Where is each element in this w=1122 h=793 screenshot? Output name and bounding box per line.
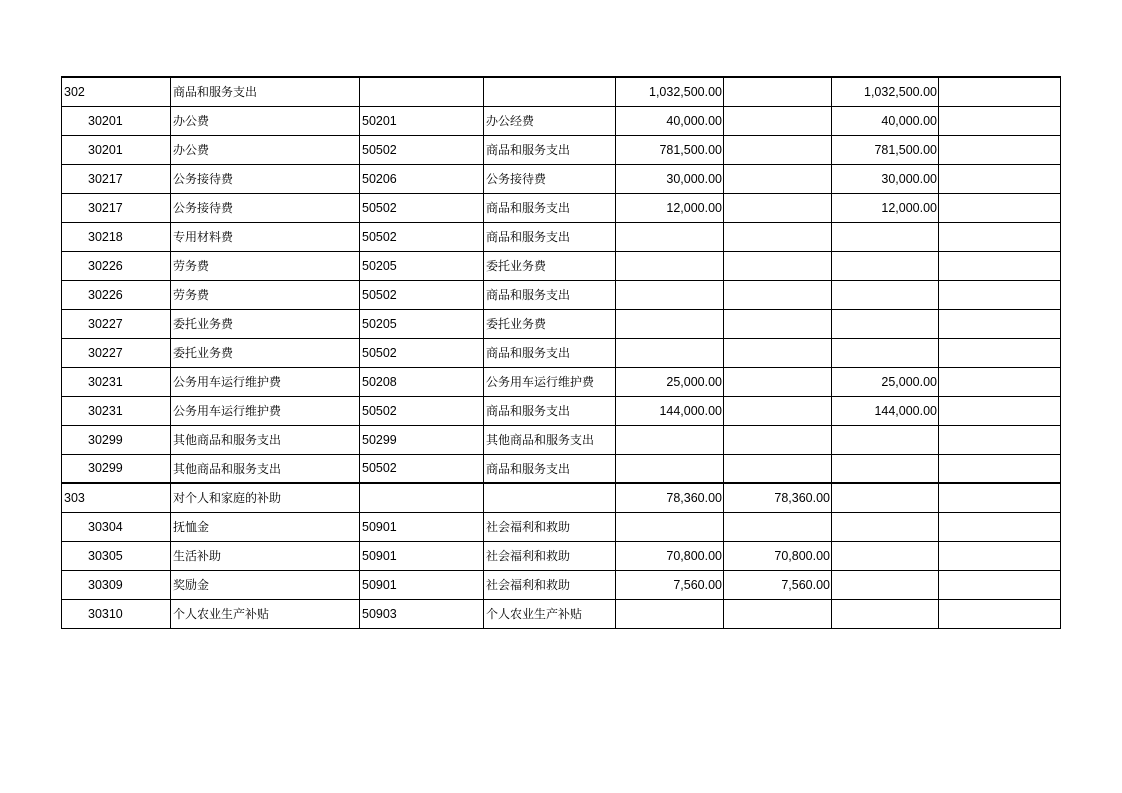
- other-amount-cell: [939, 77, 1061, 106]
- func-code-cell: 30227: [62, 309, 171, 338]
- table-row: [62, 338, 1061, 367]
- table-row: [62, 309, 1061, 338]
- table-row: [62, 570, 1061, 599]
- econ-name-cell: 委托业务费: [484, 251, 616, 280]
- econ-code-cell: 50502: [360, 396, 484, 425]
- func-code-cell: 30217: [62, 164, 171, 193]
- total-amount-cell: [616, 512, 724, 541]
- func-code-cell: 30305: [62, 541, 171, 570]
- total-amount-cell: [616, 454, 724, 483]
- table-row: [62, 541, 1061, 570]
- econ-code-cell: 50901: [360, 512, 484, 541]
- other-amount-cell: [939, 570, 1061, 599]
- func-code-cell: 303: [62, 483, 171, 512]
- func-name-cell: 个人农业生产补贴: [171, 599, 360, 628]
- func-name-cell: 抚恤金: [171, 512, 360, 541]
- econ-name-cell: 社会福利和救助: [484, 570, 616, 599]
- econ-code-cell: 50205: [360, 251, 484, 280]
- basic-amount-cell: [724, 280, 832, 309]
- project-amount-cell: 144,000.00: [832, 396, 939, 425]
- project-amount-cell: 781,500.00: [832, 135, 939, 164]
- project-amount-cell: 1,032,500.00: [832, 77, 939, 106]
- other-amount-cell: [939, 396, 1061, 425]
- econ-code-cell: 50205: [360, 309, 484, 338]
- func-code-cell: 30299: [62, 454, 171, 483]
- budget-table: [61, 76, 1061, 629]
- table-row: [62, 454, 1061, 483]
- project-amount-cell: [832, 599, 939, 628]
- econ-name-cell: [484, 77, 616, 106]
- total-amount-cell: [616, 309, 724, 338]
- basic-amount-cell: [724, 135, 832, 164]
- func-code-cell: 30304: [62, 512, 171, 541]
- total-amount-cell: 25,000.00: [616, 367, 724, 396]
- total-amount-cell: [616, 425, 724, 454]
- table-row: [62, 280, 1061, 309]
- other-amount-cell: [939, 599, 1061, 628]
- other-amount-cell: [939, 512, 1061, 541]
- other-amount-cell: [939, 309, 1061, 338]
- project-amount-cell: [832, 541, 939, 570]
- func-name-cell: 办公费: [171, 106, 360, 135]
- econ-code-cell: 50299: [360, 425, 484, 454]
- project-amount-cell: [832, 338, 939, 367]
- total-amount-cell: 144,000.00: [616, 396, 724, 425]
- total-amount-cell: 40,000.00: [616, 106, 724, 135]
- project-amount-cell: 25,000.00: [832, 367, 939, 396]
- econ-code-cell: 50502: [360, 193, 484, 222]
- other-amount-cell: [939, 280, 1061, 309]
- basic-amount-cell: 78,360.00: [724, 483, 832, 512]
- func-code-cell: 30227: [62, 338, 171, 367]
- total-amount-cell: [616, 251, 724, 280]
- func-code-cell: 30231: [62, 367, 171, 396]
- project-amount-cell: [832, 222, 939, 251]
- econ-code-cell: [360, 483, 484, 512]
- total-amount-cell: [616, 338, 724, 367]
- total-amount-cell: 781,500.00: [616, 135, 724, 164]
- econ-name-cell: 商品和服务支出: [484, 454, 616, 483]
- func-name-cell: 对个人和家庭的补助: [171, 483, 360, 512]
- project-amount-cell: [832, 309, 939, 338]
- func-name-cell: 专用材料费: [171, 222, 360, 251]
- econ-code-cell: 50502: [360, 338, 484, 367]
- table-row: [62, 251, 1061, 280]
- func-name-cell: 公务接待费: [171, 164, 360, 193]
- econ-name-cell: 公务接待费: [484, 164, 616, 193]
- econ-name-cell: 商品和服务支出: [484, 193, 616, 222]
- econ-code-cell: 50206: [360, 164, 484, 193]
- table-row: [62, 164, 1061, 193]
- project-amount-cell: 40,000.00: [832, 106, 939, 135]
- basic-amount-cell: [724, 222, 832, 251]
- econ-name-cell: [484, 483, 616, 512]
- basic-amount-cell: [724, 425, 832, 454]
- func-code-cell: 30201: [62, 135, 171, 164]
- econ-code-cell: 50201: [360, 106, 484, 135]
- func-code-cell: 30309: [62, 570, 171, 599]
- econ-name-cell: 其他商品和服务支出: [484, 425, 616, 454]
- econ-name-cell: 商品和服务支出: [484, 338, 616, 367]
- func-name-cell: 委托业务费: [171, 338, 360, 367]
- econ-name-cell: 商品和服务支出: [484, 280, 616, 309]
- table-row: [62, 77, 1061, 106]
- econ-code-cell: 50901: [360, 570, 484, 599]
- table-row: [62, 193, 1061, 222]
- total-amount-cell: 70,800.00: [616, 541, 724, 570]
- econ-name-cell: 办公经费: [484, 106, 616, 135]
- econ-code-cell: 50903: [360, 599, 484, 628]
- table-row: [62, 135, 1061, 164]
- other-amount-cell: [939, 338, 1061, 367]
- basic-amount-cell: [724, 164, 832, 193]
- project-amount-cell: 12,000.00: [832, 193, 939, 222]
- basic-amount-cell: [724, 77, 832, 106]
- budget-table-body: [62, 77, 1061, 628]
- econ-name-cell: 社会福利和救助: [484, 541, 616, 570]
- other-amount-cell: [939, 483, 1061, 512]
- other-amount-cell: [939, 106, 1061, 135]
- other-amount-cell: [939, 367, 1061, 396]
- func-code-cell: 30226: [62, 280, 171, 309]
- func-code-cell: 30218: [62, 222, 171, 251]
- basic-amount-cell: [724, 396, 832, 425]
- table-row: [62, 483, 1061, 512]
- total-amount-cell: 78,360.00: [616, 483, 724, 512]
- basic-amount-cell: 7,560.00: [724, 570, 832, 599]
- func-name-cell: 公务接待费: [171, 193, 360, 222]
- func-code-cell: 30231: [62, 396, 171, 425]
- func-name-cell: 公务用车运行维护费: [171, 367, 360, 396]
- func-name-cell: 其他商品和服务支出: [171, 425, 360, 454]
- other-amount-cell: [939, 541, 1061, 570]
- econ-name-cell: 商品和服务支出: [484, 135, 616, 164]
- table-row: [62, 106, 1061, 135]
- project-amount-cell: [832, 483, 939, 512]
- func-code-cell: 30226: [62, 251, 171, 280]
- other-amount-cell: [939, 454, 1061, 483]
- other-amount-cell: [939, 135, 1061, 164]
- other-amount-cell: [939, 164, 1061, 193]
- table-row: [62, 396, 1061, 425]
- basic-amount-cell: [724, 193, 832, 222]
- table-row: [62, 367, 1061, 396]
- econ-code-cell: 50208: [360, 367, 484, 396]
- basic-amount-cell: [724, 512, 832, 541]
- total-amount-cell: 7,560.00: [616, 570, 724, 599]
- func-code-cell: 302: [62, 77, 171, 106]
- econ-name-cell: 社会福利和救助: [484, 512, 616, 541]
- func-name-cell: 奖励金: [171, 570, 360, 599]
- total-amount-cell: [616, 280, 724, 309]
- basic-amount-cell: [724, 367, 832, 396]
- func-name-cell: 劳务费: [171, 251, 360, 280]
- econ-name-cell: 委托业务费: [484, 309, 616, 338]
- econ-code-cell: 50502: [360, 280, 484, 309]
- project-amount-cell: [832, 251, 939, 280]
- basic-amount-cell: [724, 251, 832, 280]
- func-code-cell: 30310: [62, 599, 171, 628]
- econ-name-cell: 商品和服务支出: [484, 396, 616, 425]
- other-amount-cell: [939, 425, 1061, 454]
- func-name-cell: 其他商品和服务支出: [171, 454, 360, 483]
- total-amount-cell: 1,032,500.00: [616, 77, 724, 106]
- project-amount-cell: [832, 425, 939, 454]
- econ-name-cell: 商品和服务支出: [484, 222, 616, 251]
- project-amount-cell: [832, 280, 939, 309]
- func-name-cell: 委托业务费: [171, 309, 360, 338]
- table-row: [62, 222, 1061, 251]
- total-amount-cell: 30,000.00: [616, 164, 724, 193]
- basic-amount-cell: 70,800.00: [724, 541, 832, 570]
- func-code-cell: 30201: [62, 106, 171, 135]
- total-amount-cell: [616, 599, 724, 628]
- func-name-cell: 生活补助: [171, 541, 360, 570]
- project-amount-cell: [832, 512, 939, 541]
- project-amount-cell: [832, 454, 939, 483]
- econ-code-cell: 50901: [360, 541, 484, 570]
- func-name-cell: 商品和服务支出: [171, 77, 360, 106]
- econ-code-cell: [360, 77, 484, 106]
- table-row: [62, 425, 1061, 454]
- total-amount-cell: 12,000.00: [616, 193, 724, 222]
- econ-code-cell: 50502: [360, 135, 484, 164]
- table-row: [62, 599, 1061, 628]
- econ-name-cell: 个人农业生产补贴: [484, 599, 616, 628]
- econ-code-cell: 50502: [360, 454, 484, 483]
- basic-amount-cell: [724, 454, 832, 483]
- other-amount-cell: [939, 222, 1061, 251]
- other-amount-cell: [939, 193, 1061, 222]
- project-amount-cell: 30,000.00: [832, 164, 939, 193]
- table-row: [62, 512, 1061, 541]
- func-name-cell: 劳务费: [171, 280, 360, 309]
- basic-amount-cell: [724, 599, 832, 628]
- project-amount-cell: [832, 570, 939, 599]
- econ-code-cell: 50502: [360, 222, 484, 251]
- func-code-cell: 30299: [62, 425, 171, 454]
- other-amount-cell: [939, 251, 1061, 280]
- total-amount-cell: [616, 222, 724, 251]
- func-code-cell: 30217: [62, 193, 171, 222]
- basic-amount-cell: [724, 309, 832, 338]
- basic-amount-cell: [724, 338, 832, 367]
- basic-amount-cell: [724, 106, 832, 135]
- func-name-cell: 办公费: [171, 135, 360, 164]
- econ-name-cell: 公务用车运行维护费: [484, 367, 616, 396]
- func-name-cell: 公务用车运行维护费: [171, 396, 360, 425]
